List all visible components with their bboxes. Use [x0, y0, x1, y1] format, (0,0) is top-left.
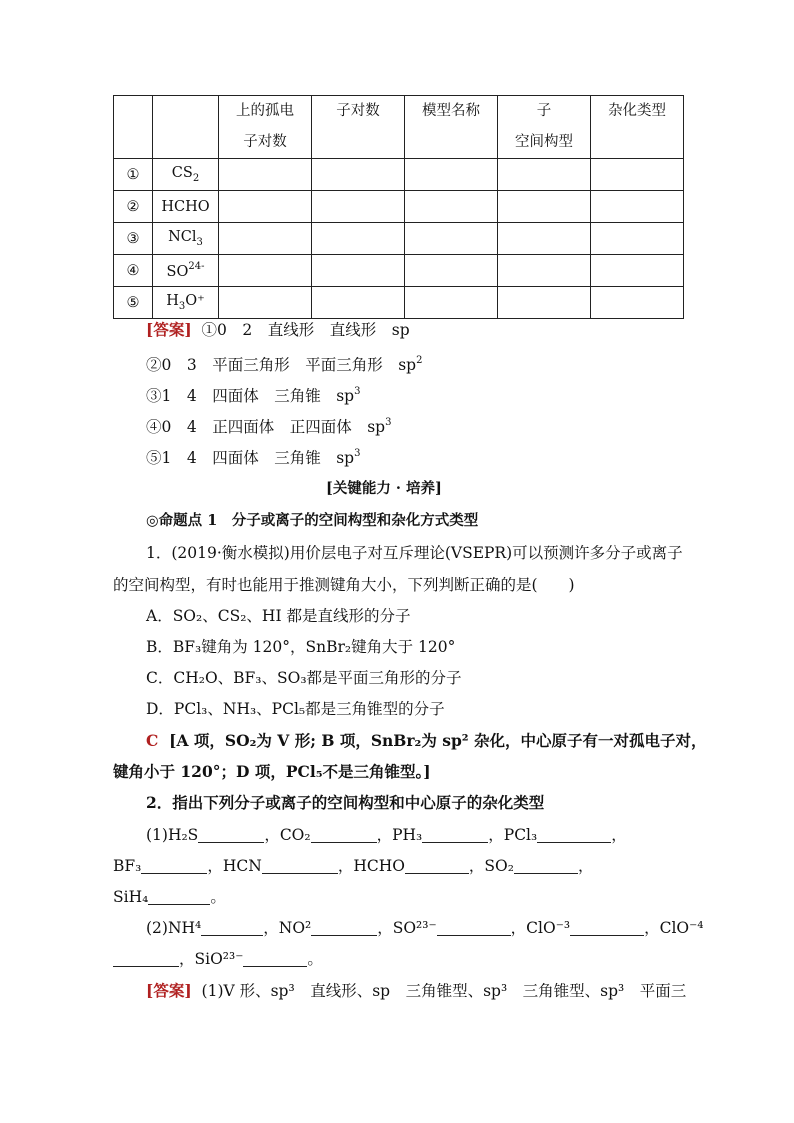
header-line1: 杂化类型	[608, 103, 666, 119]
answer-text: ①0 2 直线形 直线形 sp	[201, 321, 410, 339]
empty-cell	[405, 191, 498, 223]
answer-line	[146, 351, 422, 375]
explanation-text: [A 项，SO₂为 V 形; B 项，SnBr₂为 sp² 杂化，中心原子有一对孤电子对，	[169, 731, 707, 750]
fill-label: ，ClO⁻³	[510, 919, 571, 937]
answer-sup: 2	[416, 355, 423, 366]
answer-line	[146, 382, 360, 406]
header-line1: 子	[536, 103, 552, 119]
empty-cell	[405, 223, 498, 255]
blank[interactable]	[141, 857, 207, 874]
fill-line	[113, 887, 226, 907]
blank[interactable]	[422, 826, 488, 843]
explanation-text: 键角小于 120°；D 项，PCl₅不是三角锥型。]	[113, 762, 431, 781]
table-row	[114, 223, 684, 255]
answer-text: ⑤1 4 四面体 三角锥 sp	[146, 449, 355, 467]
empty-cell	[591, 223, 684, 255]
molecule: H	[166, 293, 179, 309]
molecule-sub: 3	[196, 237, 203, 248]
molecule-cell	[153, 191, 219, 223]
answer-line	[146, 320, 410, 340]
question-stem: 1．(2019·衡水模拟)用价层电子对互斥理论(VSEPR)可以预测许多分子或离子	[146, 544, 683, 562]
fill-label: (1)H₂S	[146, 826, 199, 844]
header-cell	[405, 96, 498, 159]
answer-text: ③1 4 四面体 三角锥 sp	[146, 387, 355, 405]
table-row	[114, 287, 684, 319]
header-cell	[153, 96, 219, 159]
blank[interactable]	[243, 950, 307, 967]
blank[interactable]	[514, 857, 578, 874]
fill-label: ，SO₂	[468, 857, 514, 875]
empty-cell	[312, 287, 405, 319]
option-a: A．SO₂、CS₂、HI 都是直线形的分子	[146, 607, 411, 625]
answer-line	[146, 413, 391, 437]
table-row	[114, 191, 684, 223]
molecule-cell	[153, 223, 219, 255]
empty-cell	[498, 159, 591, 191]
empty-cell	[312, 159, 405, 191]
header-line1: 上的孤电	[236, 103, 294, 119]
molecule-charge: 24-	[188, 261, 205, 272]
blank[interactable]	[262, 857, 338, 874]
fill-label: ，	[611, 826, 627, 844]
molecule-tail: O⁺	[185, 293, 205, 309]
blank[interactable]	[148, 888, 210, 905]
molecule: CS	[171, 165, 193, 181]
blank[interactable]	[201, 919, 263, 936]
fill-label: ，CO₂	[264, 826, 311, 844]
fill-label: ，	[577, 857, 594, 875]
blank[interactable]	[437, 919, 511, 936]
empty-cell	[405, 159, 498, 191]
fill-line	[146, 825, 627, 845]
fill-label: SiH₄	[113, 888, 149, 906]
empty-cell	[591, 287, 684, 319]
header-line2: 子对数	[243, 134, 287, 150]
header-line1: 模型名称	[422, 103, 480, 119]
hybridization-table	[113, 95, 684, 319]
fill-label: ，HCHO	[337, 857, 405, 875]
table-header-row	[114, 96, 684, 159]
blank[interactable]	[198, 826, 264, 843]
answer-text: ②0 3 平面三角形 平面三角形 sp	[146, 356, 417, 374]
header-line2: 空间构型	[515, 134, 573, 150]
row-number: ②	[114, 191, 153, 223]
molecule-sub: 2	[192, 173, 200, 184]
answer-sup: 3	[354, 448, 361, 459]
empty-cell	[219, 191, 312, 223]
blank[interactable]	[405, 857, 469, 874]
fill-line	[146, 918, 704, 938]
fill-label: ，HCN	[207, 857, 262, 875]
header-line1: 子对数	[336, 103, 380, 119]
molecule-cell	[153, 255, 219, 287]
fill-label: BF₃	[113, 857, 142, 875]
empty-cell	[498, 223, 591, 255]
blank[interactable]	[537, 826, 611, 843]
empty-cell	[312, 255, 405, 287]
table-row	[114, 255, 684, 287]
row-number: ④	[114, 255, 153, 287]
answer-text: ④0 4 正四面体 正四面体 sp	[146, 418, 386, 436]
question-stem: 的空间构型，有时也能用于推测键角大小，下列判断正确的是( )	[113, 576, 575, 594]
empty-cell	[219, 287, 312, 319]
row-number: ③	[114, 223, 153, 255]
fill-line	[113, 856, 593, 876]
fill-label: 。	[210, 888, 226, 906]
fill-label: (2)NH⁴	[146, 919, 202, 937]
option-d: D．PCl₃、NH₃、PCl₅都是三角锥型的分子	[146, 700, 445, 718]
empty-cell	[219, 159, 312, 191]
table-row	[114, 159, 684, 191]
empty-cell	[498, 191, 591, 223]
empty-cell	[219, 255, 312, 287]
molecule: HCHO	[161, 198, 210, 215]
fill-label: ，ClO⁻⁴	[644, 919, 704, 937]
molecule-cell	[153, 159, 219, 191]
molecule: SO	[166, 264, 189, 280]
answer-sup: 3	[354, 386, 361, 397]
molecule-sub: 3	[178, 301, 186, 312]
fill-label: ，SiO²³⁻	[179, 950, 244, 968]
empty-cell	[498, 255, 591, 287]
empty-cell	[219, 223, 312, 255]
blank[interactable]	[311, 919, 377, 936]
empty-cell	[405, 287, 498, 319]
fill-label: ，SO²³⁻	[377, 919, 437, 937]
blank[interactable]	[311, 826, 377, 843]
empty-cell	[312, 223, 405, 255]
header-cell	[312, 96, 405, 159]
answer-tag: [答案]	[146, 320, 192, 339]
header-cell	[219, 96, 312, 159]
fill-line	[113, 949, 323, 969]
header-cell	[591, 96, 684, 159]
empty-cell	[312, 191, 405, 223]
answer-letter: C	[146, 731, 159, 750]
empty-cell	[591, 191, 684, 223]
answer-sup: 3	[385, 417, 392, 428]
row-number: ⑤	[114, 287, 153, 319]
fill-label: 。	[307, 950, 323, 968]
empty-cell	[591, 159, 684, 191]
empty-cell	[405, 255, 498, 287]
header-cell	[498, 96, 591, 159]
topic-heading: ◎命题点 1 分子或离子的空间构型和杂化方式类型	[146, 512, 479, 529]
answer-text: (1)V 形、sp³ 直线形、sp 三角锥型、sp³ 三角锥型、sp³ 平面三	[201, 982, 687, 1000]
empty-cell	[591, 255, 684, 287]
empty-cell	[498, 287, 591, 319]
fill-label: ，NO²	[263, 919, 312, 937]
option-b: B．BF₃键角为 120°，SnBr₂键角大于 120°	[146, 638, 456, 656]
fill-label: ，PCl₃	[488, 826, 538, 844]
molecule: NCl	[168, 229, 197, 245]
answer-explanation	[146, 731, 706, 751]
question-stem: 2．指出下列分子或离子的空间构型和中心原子的杂化类型	[146, 793, 545, 812]
fill-label: ，PH₃	[376, 826, 423, 844]
blank[interactable]	[570, 919, 644, 936]
row-number: ①	[114, 159, 153, 191]
molecule-cell	[153, 287, 219, 319]
blank[interactable]	[113, 950, 179, 967]
answer-line	[146, 981, 686, 1001]
section-title: [关键能力 · 培养]	[326, 480, 442, 497]
header-cell	[114, 96, 153, 159]
answer-tag: [答案]	[146, 981, 192, 1000]
option-c: C．CH₂O、BF₃、SO₃都是平面三角形的分子	[146, 669, 462, 687]
answer-line	[146, 444, 360, 468]
